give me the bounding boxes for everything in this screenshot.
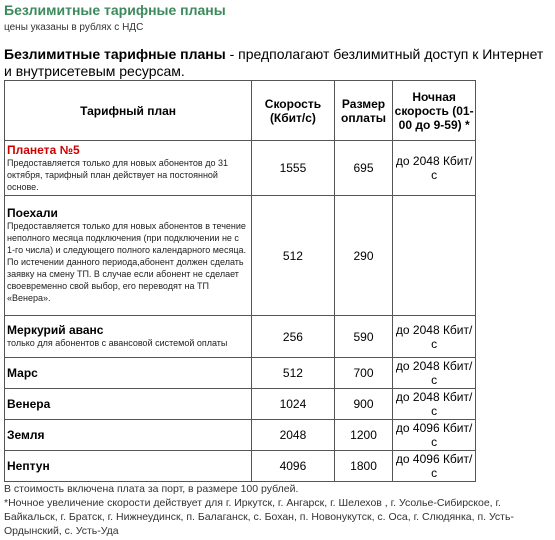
table-row — [5, 141, 476, 196]
night-speed-cell: до 4096 Кбит/с — [393, 420, 476, 451]
plan-name: Марс — [7, 365, 38, 380]
intro-text: - предполагают безлимитный доступ к Интернет и внутрисетевым ресурсам. — [4, 46, 544, 79]
night-speed-cell: до 4096 Кбит/с — [393, 451, 476, 482]
intro-paragraph — [4, 46, 544, 80]
footnote-night-speed: *Ночное увеличение скорости действует для г. Иркутск, г. Ангарск, г. Шелехов , г. Усолье-Сибирское, г. Байкальск, г. Братск, г. Нижнеудинск, п. Балаганск, с. Бохан, п. Новонукутск, с. Оса, г. Слюдянка, п. Усть-Ордынский, с. Усть-Уда — [4, 497, 514, 537]
page-subtitle: цены указаны в рублях с НДС — [4, 22, 144, 33]
plan-name: Нептун — [7, 458, 50, 473]
plan-name: Поехали — [7, 206, 58, 220]
price-cell: 290 — [334, 196, 392, 316]
plan-name: Земля — [7, 427, 45, 442]
page-title: Безлимитные тарифные планы — [4, 2, 226, 18]
header-speed: Скорость (Кбит/с) — [252, 81, 335, 141]
plan-note: Предоставляется только для новых абонентов в течение неполного месяца подключения (при подключении не с 1-го числа) и следующего полного календарного месяца. По истечении данного периода,абонент должен сделать заявку на смену ТП. В случае если абонент не сделает своевременно свой выбор, его переводят на ТП «Венера». — [7, 221, 246, 303]
table-row — [5, 316, 476, 358]
plan-name: Планета №5 — [7, 142, 80, 157]
price-cell: 900 — [334, 389, 392, 420]
plan-name: Меркурий аванс — [7, 323, 104, 337]
price-cell: 1800 — [334, 451, 392, 482]
footnote-port-fee: В стоимость включена плата за порт, в размере 100 рублей. — [4, 483, 299, 495]
night-speed-cell: до 2048 Кбит/с — [393, 389, 476, 420]
header-price: Размер оплаты — [334, 81, 392, 141]
night-speed-cell — [393, 196, 476, 316]
tariff-table — [4, 80, 476, 482]
night-speed-cell: до 2048 Кбит/с — [393, 141, 476, 196]
price-cell: 590 — [334, 316, 392, 358]
plan-cell — [5, 316, 252, 358]
plan-note: Предоставляется только для новых абонентов до 31 октября, тарифный план действует на постоянной основе. — [7, 157, 228, 192]
table-row — [5, 196, 476, 316]
footnotes — [4, 482, 552, 538]
speed-cell: 2048 — [252, 420, 335, 451]
plan-cell — [5, 451, 252, 482]
speed-cell: 512 — [252, 196, 335, 316]
plan-name: Венера — [7, 396, 51, 411]
plan-cell — [5, 358, 252, 389]
table-row — [5, 358, 476, 389]
intro-bold: Безлимитные тарифные планы — [4, 46, 226, 62]
speed-cell: 4096 — [252, 451, 335, 482]
table-row — [5, 451, 476, 482]
night-speed-cell: до 2048 Кбит/с — [393, 316, 476, 358]
speed-cell: 1024 — [252, 389, 335, 420]
table-row — [5, 420, 476, 451]
plan-cell — [5, 141, 252, 196]
header-night-speed: Ночная скорость (01-00 до 9-59) * — [393, 81, 476, 141]
table-header-row — [5, 81, 476, 141]
price-cell: 1200 — [334, 420, 392, 451]
speed-cell: 512 — [252, 358, 335, 389]
plan-note: только для абонентов с авансовой системой оплаты — [7, 338, 228, 348]
plan-cell — [5, 420, 252, 451]
price-cell: 700 — [334, 358, 392, 389]
header-plan: Тарифный план — [5, 81, 252, 141]
night-speed-cell: до 2048 Кбит/с — [393, 358, 476, 389]
plan-cell — [5, 196, 252, 316]
plan-cell — [5, 389, 252, 420]
speed-cell: 1555 — [252, 141, 335, 196]
speed-cell: 256 — [252, 316, 335, 358]
price-cell: 695 — [334, 141, 392, 196]
table-row — [5, 389, 476, 420]
